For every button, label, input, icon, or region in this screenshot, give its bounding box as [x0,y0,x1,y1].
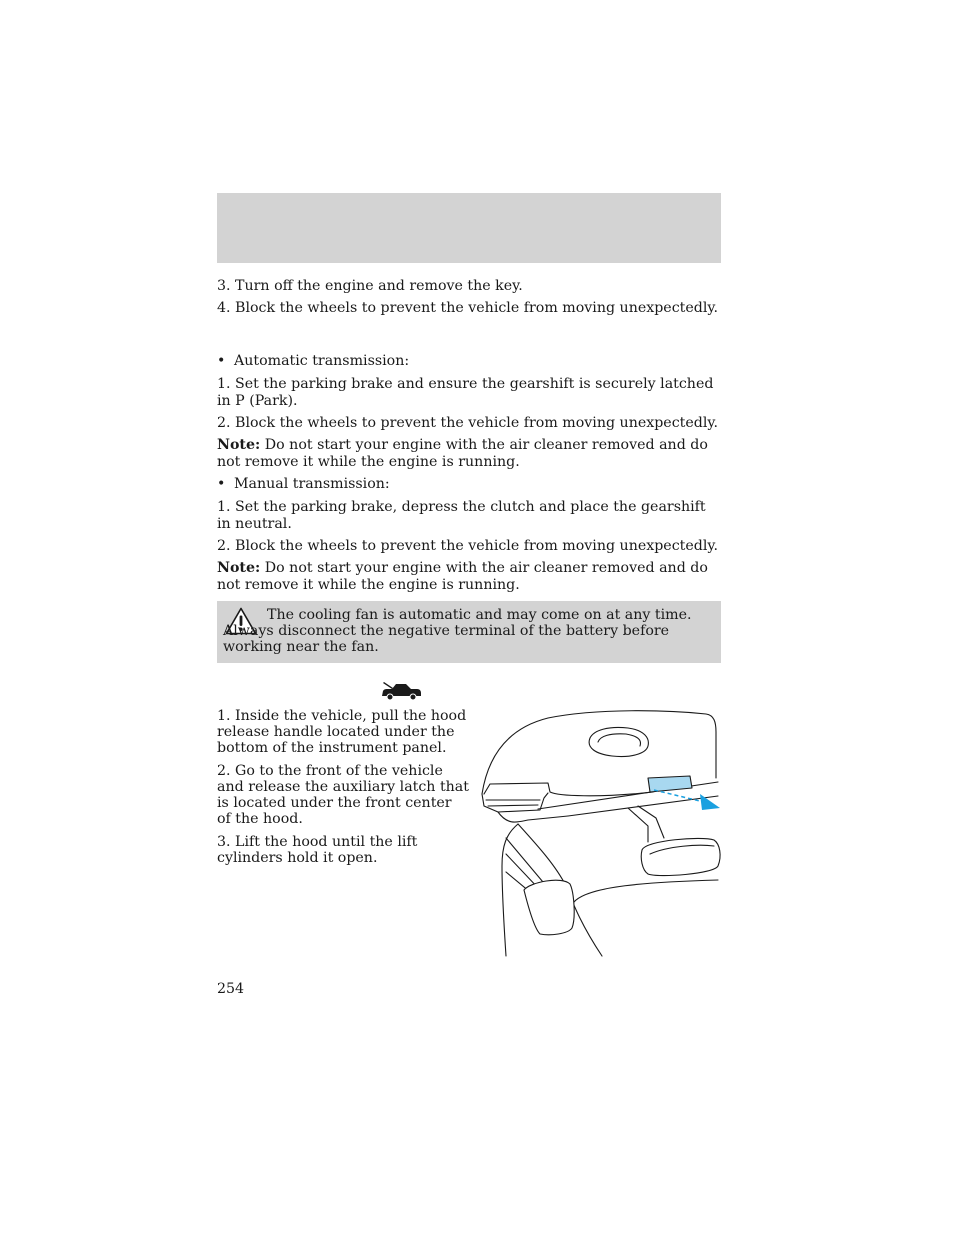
note-text: Do not start your engine with the air cleaner removed and do not remove it while the engine is running. [217,560,708,593]
hood-release-illustration [478,706,722,958]
manual-step-1: 1. Set the parking brake, depress the clutch and place the gearshift in neutral. [217,499,706,532]
note-text: Do not start your engine with the air cleaner removed and do not remove it while the engine is running. [217,437,708,470]
automatic-note [217,437,721,470]
step-turn-off-engine: 3. Turn off the engine and remove the key. [217,278,523,294]
cooling-fan-warning-box [217,601,721,663]
bullet-manual-label: Manual transmission: [234,476,390,492]
bullet-automatic-transmission [217,353,721,370]
bullet-manual-transmission [217,476,721,493]
hood-step-2: 2. Go to the front of the vehicle and release the auxiliary latch that is located under the front center of the hood. [217,763,469,827]
open-hood-car-icon [380,681,422,701]
warning-text: The cooling fan is automatic and may come on at any time. Always disconnect the negative terminal of the battery before working near the fan. [223,607,692,655]
automatic-step-1: 1. Set the parking brake and ensure the gearshift is securely latched in P (Park). [217,376,714,409]
page-number: 254 [217,981,245,997]
bullet-icon: • [217,353,226,369]
note-label: Note: [217,560,261,576]
hood-step-3: 3. Lift the hood until the lift cylinders hold it open. [217,834,418,866]
hood-step-1: 1. Inside the vehicle, pull the hood release handle located under the bottom of the instrument panel. [217,708,467,756]
bullet-automatic-label: Automatic transmission: [234,353,410,369]
note-label: Note: [217,437,261,453]
section-header-band [217,193,721,263]
step-block-wheels: 4. Block the wheels to prevent the vehicle from moving unexpectedly. [217,300,719,316]
manual-note [217,560,721,593]
bullet-icon: • [217,476,226,492]
manual-step-2: 2. Block the wheels to prevent the vehicle from moving unexpectedly. [217,538,719,554]
automatic-step-2: 2. Block the wheels to prevent the vehicle from moving unexpectedly. [217,415,719,431]
